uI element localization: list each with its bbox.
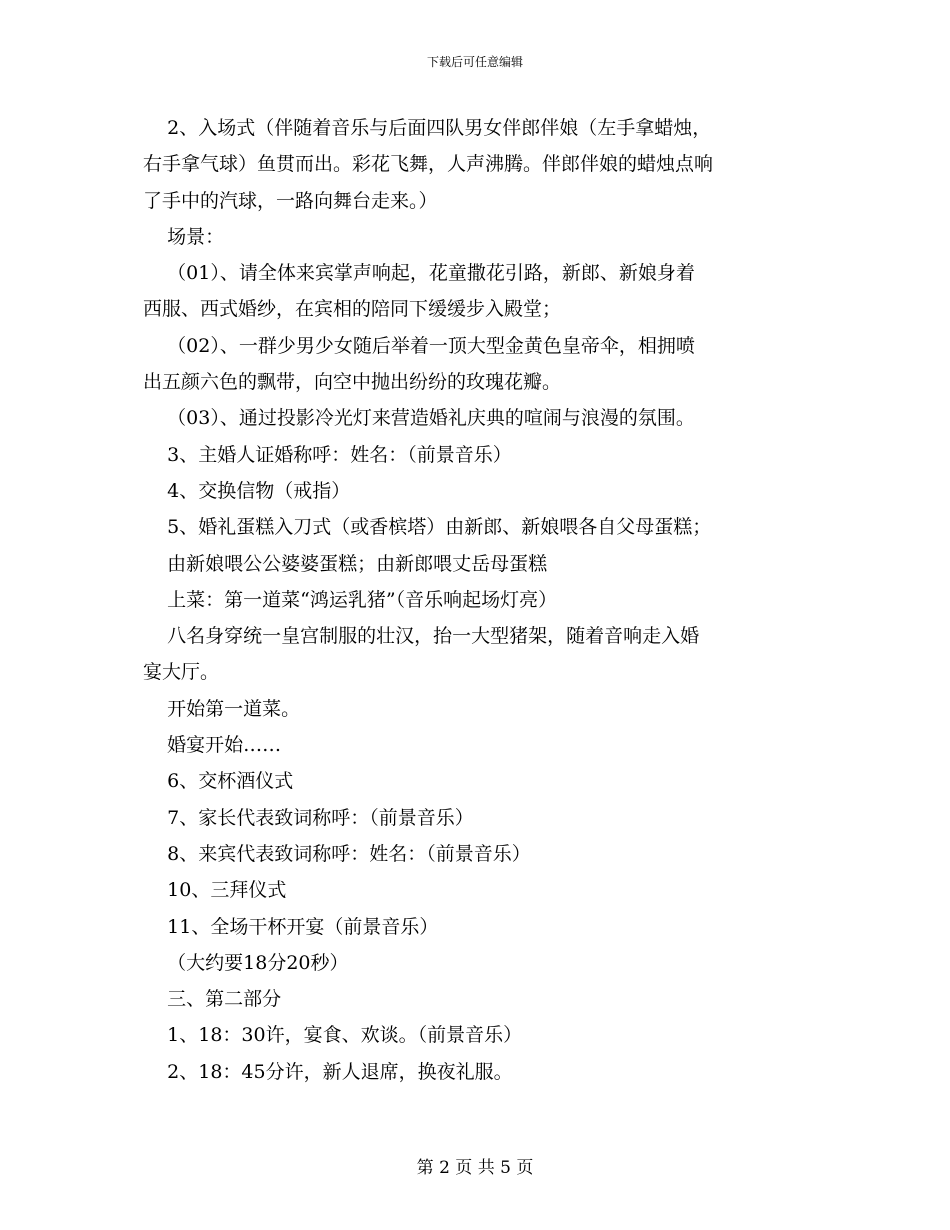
paragraph-duration: （大约要18分20秒） (143, 951, 349, 974)
paragraph-first-dish: 上菜：第一道菜“鸿运乳猪”（音乐响起场灯亮） (143, 588, 558, 611)
paragraph-scene-label: 场景： (143, 225, 225, 248)
paragraph-cheers: 11、全场干杯开宴（前景音乐） (143, 915, 439, 938)
paragraph-toast: 6、交杯酒仪式 (143, 770, 294, 793)
page-footer: 第 2 页 共 5 页 (416, 1158, 534, 1178)
paragraph-scene-01: （01）、请全体来宾掌声响起，花童撒花引路，新郎、新娘身着 西服、西式婚纱，在宾相的陪同下缓缓步入殿堂； (143, 262, 695, 321)
paragraph-officiant: 3、主婚人证婚称呼：姓名：（前景音乐） (143, 443, 512, 466)
paragraph-cake: 5、婚礼蛋糕入刀式（或香槟塔）由新郎、新娘喂各自父母蛋糕； 由新娘喂公公婆婆蛋糕；由新郎喂丈岳母蛋糕 (167, 516, 712, 575)
paragraph-parent-speech: 7、家长代表致词称呼：（前景音乐） (143, 806, 474, 829)
paragraph-entrance: 2、入场式（伴随着音乐与后面四队男女伴郎伴娘（左手拿蜡烛， 右手拿气球）鱼贯而出。彩花飞舞，人声沸腾。伴郎伴娘的蜡烛点响 了手中的汽球，一路向舞台走来。） (143, 117, 714, 212)
paragraph-1830: 1、18：30许，宴食、欢谈。（前景音乐） (143, 1024, 523, 1047)
paragraph-scene-02: （02）、一群少男少女随后举着一顶大型金黄色皇帝伞，相拥喷 出五颜六色的飘带，向空中抛出纷纷的玫瑰花瓣。 (143, 334, 695, 394)
paragraph-banquet-start: 婚宴开始…… (143, 734, 282, 757)
paragraph-start-dish: 开始第一道菜。 (143, 697, 301, 720)
paragraph-part-two: 三、第二部分 (143, 988, 282, 1011)
paragraph-guest-speech: 8、来宾代表致词称呼：姓名：（前景音乐） (143, 842, 531, 865)
paragraph-three-bows: 10、三拜仪式 (143, 879, 287, 902)
page-header: 下载后可任意编辑 (426, 55, 523, 69)
paragraph-1845: 2、18：45分许，新人退席，换夜礼服。 (143, 1060, 513, 1083)
paragraph-pig-carriers: 八名身穿统一皇宫制服的壮汉，抬一大型猪架，随着音响走入婚 宴大厅。 (143, 625, 700, 684)
paragraph-scene-03: （03）、通过投影冷光灯来营造婚礼庆典的喧闹与浪漫的氛围。 (143, 407, 695, 430)
document-body (143, 110, 803, 1090)
paragraph-rings: 4、交换信物（戒指） (143, 479, 351, 502)
